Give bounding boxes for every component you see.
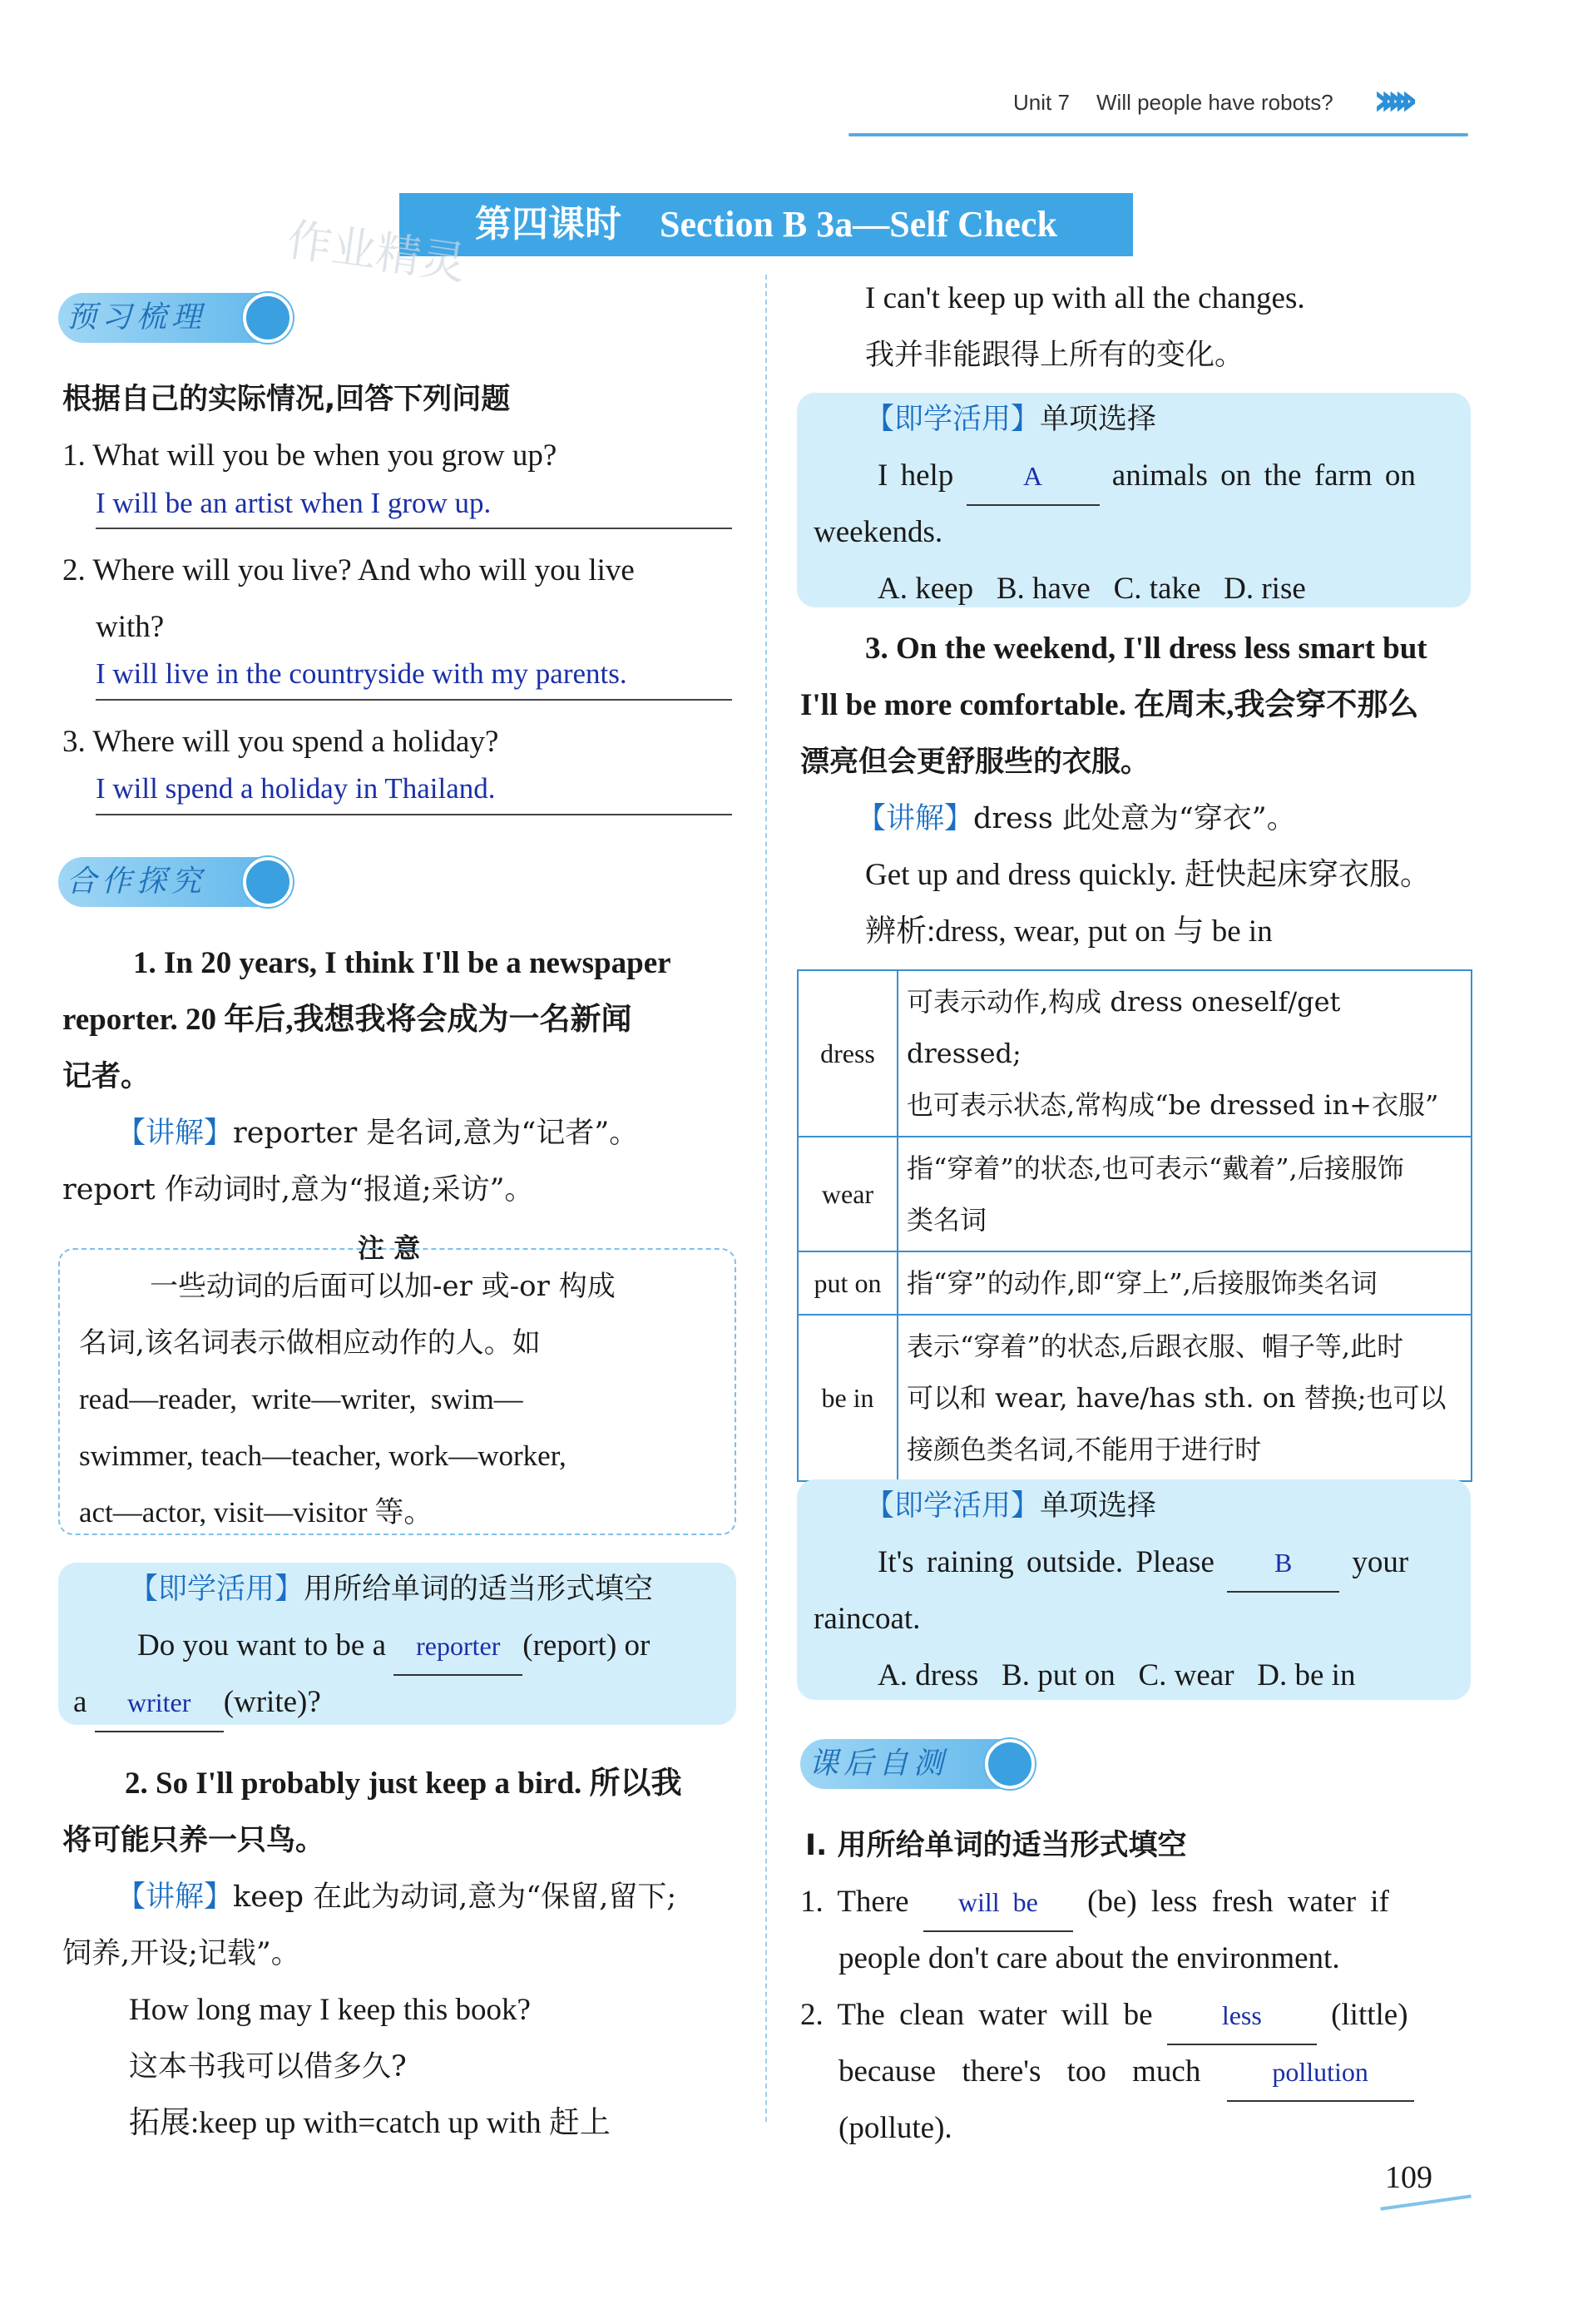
point3-line3: 漂亮但会更舒服些的衣服。 xyxy=(800,746,1150,779)
comparison-table xyxy=(797,969,1472,1482)
table-row xyxy=(798,1315,1472,1481)
explain3 xyxy=(857,790,1296,847)
point2-line2: 将可能只养一只鸟。 xyxy=(62,1824,325,1857)
note-line3: read—reader, write—writer, swim— xyxy=(79,1383,523,1415)
table-desc-line: 指“穿着”的状态,也可表示“戴着”,后接服饰 xyxy=(907,1152,1404,1184)
table-desc-line: 也可表示状态,常构成“be dressed in+衣服” xyxy=(907,1089,1439,1121)
practice3-text-a: It's raining outside. Please xyxy=(878,1545,1214,1579)
preview-q1: 1. What will you be when you grow up? xyxy=(62,439,557,473)
answer-will-be[interactable]: will be xyxy=(923,1874,1073,1932)
preview-q3: 3. Where will you spend a holiday? xyxy=(62,725,499,759)
example2-cn: 这本书我可以借多久? xyxy=(129,2050,407,2084)
table-desc-line: 指“穿”的动作,即“穿上”,后接服饰类名词 xyxy=(907,1267,1378,1299)
answer-line xyxy=(96,699,732,701)
header-rule xyxy=(848,133,1468,136)
exercise1-q2 xyxy=(800,1987,1408,2045)
practice2-header xyxy=(865,391,1156,448)
answer-line xyxy=(96,528,732,529)
exercise1-q2-b: (little) xyxy=(1331,1998,1408,2032)
exercise1-title: Ⅰ. 用所给单词的适当形式填空 xyxy=(805,1829,1187,1862)
practice1-text-b: (report) or xyxy=(522,1628,651,1662)
practice1-text-c: a xyxy=(73,1685,87,1719)
unit-label: Unit 7 xyxy=(1013,90,1070,115)
point3-line2: I'll be more comfortable. 在周末,我会穿不那么 xyxy=(800,688,1419,722)
explain3-text: dress 此处意为“穿衣”。 xyxy=(973,802,1296,835)
exercise1-q2-end: (pollute). xyxy=(839,2111,952,2145)
practice1-text-d: (write)? xyxy=(223,1685,321,1719)
practice2-q xyxy=(878,448,1416,506)
practice2-text-b: animals on the farm on xyxy=(1111,458,1416,493)
note-line2: 名词,该名词表示做相应动作的人。如 xyxy=(79,1326,541,1360)
unit-title: Will people have robots? xyxy=(1096,90,1333,115)
note-line1: 一些动词的后面可以加-er 或-or 构成 xyxy=(150,1270,616,1303)
explain-tag: 【讲解】 xyxy=(116,1117,234,1150)
practice1-q1 xyxy=(137,1618,650,1676)
table-word: put on xyxy=(798,1251,898,1315)
answer-B[interactable]: B xyxy=(1227,1534,1339,1593)
practice2-q-cont: weekends. xyxy=(814,515,943,549)
table-row xyxy=(798,1251,1472,1315)
preview-q2: 2. Where will you live? And who will you live xyxy=(62,553,635,587)
distinction-title: 辨析:dress, wear, put on 与 be in xyxy=(865,914,1273,949)
section-tag-preview: 预习梳理 xyxy=(58,293,291,343)
explain1-text: reporter 是名词,意为“记者”。 xyxy=(233,1117,639,1150)
pencil-icon xyxy=(985,1739,1035,1789)
explain1 xyxy=(116,1105,638,1162)
explain-tag: 【讲解】 xyxy=(857,802,974,835)
preview-q2-cont: with? xyxy=(96,610,165,644)
answer-reporter[interactable]: reporter xyxy=(393,1618,522,1676)
table-desc xyxy=(898,1251,1472,1315)
table-desc-line: 接颜色类名词,不能用于进行时 xyxy=(907,1434,1262,1465)
table-desc xyxy=(898,1137,1472,1251)
example3: Get up and dress quickly. 赶快起床穿衣服。 xyxy=(865,858,1431,892)
note-line4: swimmer, teach—teacher, work—worker, xyxy=(79,1439,566,1472)
table-row xyxy=(798,1137,1472,1251)
watermark: 作业精灵 xyxy=(284,213,469,290)
book-icon xyxy=(1380,2194,1472,2222)
table-desc-line: 类名词 xyxy=(907,1204,987,1236)
exercise1-q2-c: because there's too much xyxy=(839,2054,1201,2089)
point2-line1: 2. So I'll probably just keep a bird. 所以我 xyxy=(125,1767,682,1801)
table-desc xyxy=(898,1315,1472,1481)
example2-en: How long may I keep this book? xyxy=(129,1993,531,2027)
preview-a1: I will be an artist when I grow up. xyxy=(96,487,492,519)
note-title: 注 意 xyxy=(358,1232,421,1264)
example-keep-up-en: I can't keep up with all the changes. xyxy=(865,281,1305,315)
note-line5: act—actor, visit—visitor 等。 xyxy=(79,1496,433,1529)
practice-tag: 【即学活用】 xyxy=(865,1489,1041,1523)
page-number: 109 xyxy=(1385,2160,1432,2195)
practice-tag: 【即学活用】 xyxy=(129,1573,304,1606)
practice1-text-a: Do you want to be a xyxy=(137,1628,387,1662)
table-row xyxy=(798,970,1472,1137)
column-divider xyxy=(765,275,767,2122)
explain1-line2: report 作动词时,意为“报道;采访”。 xyxy=(62,1173,534,1207)
answer-line xyxy=(96,814,732,815)
lesson-banner xyxy=(399,193,1133,256)
table-word: be in xyxy=(798,1315,898,1481)
exercise1-q2-cont xyxy=(839,2044,1414,2102)
explain-tag: 【讲解】 xyxy=(116,1881,234,1914)
answer-writer[interactable]: writer xyxy=(95,1674,224,1732)
answer-A[interactable]: A xyxy=(967,448,1100,506)
table-desc-line: 表示“穿着”的状态,后跟衣服、帽子等,此时 xyxy=(907,1330,1404,1362)
pencil-icon xyxy=(243,857,293,907)
practice2-text-a: I help xyxy=(878,458,954,493)
practice3-options: A. dress B. put on C. wear D. be in xyxy=(878,1658,1356,1692)
exercise1-q1 xyxy=(800,1874,1389,1932)
preview-a2: I will live in the countryside with my parents. xyxy=(96,657,627,690)
lesson-section: Section B 3a—Self Check xyxy=(660,204,1057,245)
practice3-title: 单项选择 xyxy=(1040,1489,1157,1523)
answer-less[interactable]: less xyxy=(1167,1987,1317,2045)
exercise1-q1-a: 1. There xyxy=(800,1885,909,1919)
example-keep-up-cn: 我并非能跟得上所有的变化。 xyxy=(865,339,1244,372)
point3-line1: 3. On the weekend, I'll dress less smart but xyxy=(865,632,1427,666)
exercise1-q2-a: 2. The clean water will be xyxy=(800,1998,1153,2032)
practice2-title: 单项选择 xyxy=(1040,403,1157,436)
point1-line1: 1. In 20 years, I think I'll be a newspaper xyxy=(133,946,671,980)
point1-line3: 记者。 xyxy=(62,1060,151,1093)
explain2-line2: 饲养,开设;记载”。 xyxy=(62,1937,300,1970)
preview-instruction: 根据自己的实际情况,回答下列问题 xyxy=(62,383,511,416)
practice-tag: 【即学活用】 xyxy=(865,403,1041,436)
section-tag-explore: 合作探究 xyxy=(58,857,291,907)
exercise1-q1-b: (be) less fresh water if xyxy=(1087,1885,1389,1919)
table-desc xyxy=(898,970,1472,1137)
practice3-text-b: your xyxy=(1352,1545,1409,1579)
table-desc-line: 可表示动作,构成 dress oneself/get dressed; xyxy=(907,986,1341,1069)
explain2-text: keep 在此为动词,意为“保留,留下; xyxy=(233,1881,677,1914)
practice1-header xyxy=(129,1561,653,1618)
lesson-number: 第四课时 xyxy=(475,203,622,245)
table-desc-line: 可以和 wear, have/has sth. on 替换;也可以 xyxy=(907,1382,1447,1414)
chevron-right-icon: ››››› xyxy=(1373,73,1407,126)
explain2 xyxy=(116,1869,676,1925)
extension: 拓展:keep up with=catch up with 赶上 xyxy=(129,2106,611,2140)
table-word: wear xyxy=(798,1137,898,1251)
practice1-title: 用所给单词的适当形式填空 xyxy=(304,1573,654,1606)
pencil-icon xyxy=(243,293,293,343)
table-word: dress xyxy=(798,970,898,1137)
answer-pollution[interactable]: pollution xyxy=(1227,2044,1414,2102)
exercise1-q1-cont: people don't care about the environment. xyxy=(839,1941,1340,1975)
section-tag-self-check: 课后自测 xyxy=(800,1739,1033,1789)
practice2-options: A. keep B. have C. take D. rise xyxy=(878,572,1306,606)
practice3-q xyxy=(878,1534,1408,1593)
preview-a3: I will spend a holiday in Thailand. xyxy=(96,772,496,805)
practice3-q-cont: raincoat. xyxy=(814,1602,921,1636)
point1-line2: reporter. 20 年后,我想我将会成为一名新闻 xyxy=(62,1003,632,1037)
practice3-header xyxy=(865,1478,1156,1534)
practice1-q2 xyxy=(73,1674,321,1732)
